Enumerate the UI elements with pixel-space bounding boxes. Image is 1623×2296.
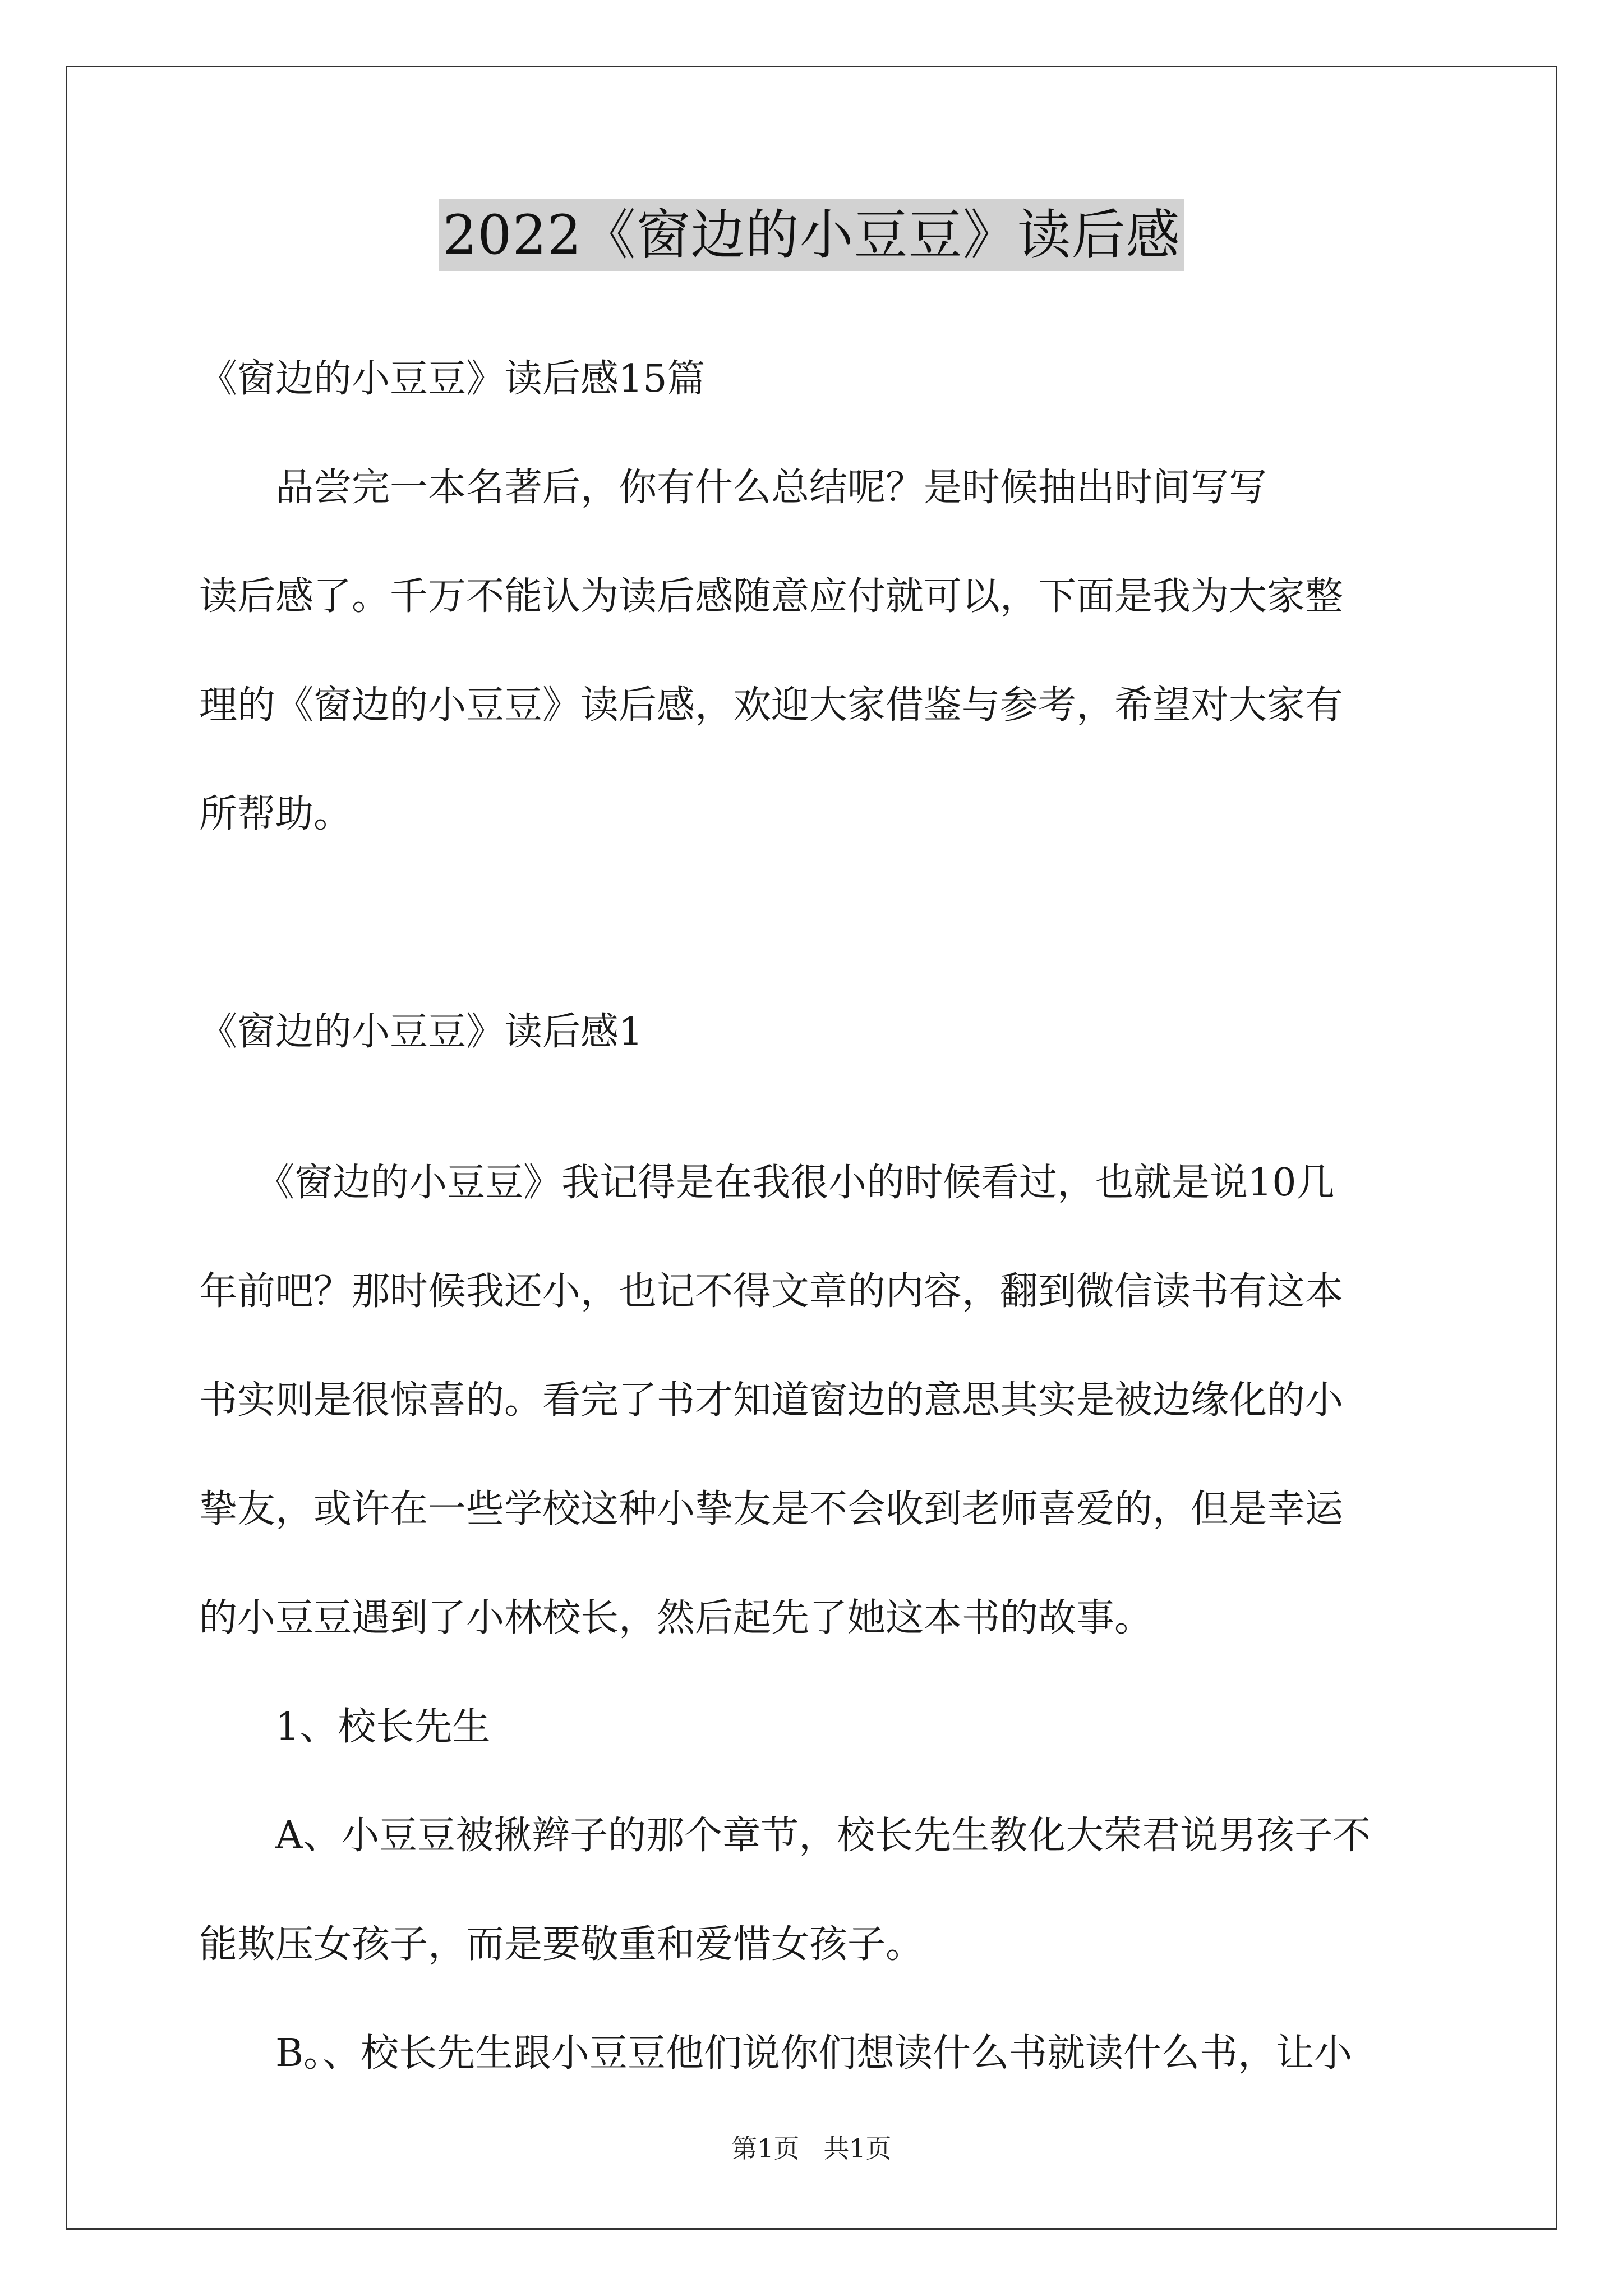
list-heading: 1、校长先生 — [199, 1705, 491, 1749]
intro-line: 理的《窗边的小豆豆》读后感，欢迎大家借鉴与参考，希望对大家有 — [199, 683, 1344, 728]
document-title: 2022《窗边的小豆豆》读后感 — [439, 199, 1183, 271]
document-subtitle: 《窗边的小豆豆》读后感15篇 — [199, 357, 706, 401]
intro-line: 所帮助。 — [199, 792, 352, 836]
intro-line: 读后感了。千万不能认为读后感随意应付就可以，下面是我为大家整 — [199, 574, 1344, 619]
section-heading: 《窗边的小豆豆》读后感1 — [199, 1010, 643, 1054]
body-line: B。、校长先生跟小豆豆他们说你们想读什么书就读什么书，让小 — [199, 2031, 1352, 2076]
body-line: 挚友，或许在一些学校这种小挚友是不会收到老师喜爱的，但是幸运 — [199, 1487, 1344, 1531]
body-line: A、小豆豆被揪辫子的那个章节，校长先生教化大荣君说男孩子不 — [199, 1814, 1371, 1858]
title-container — [0, 199, 1623, 271]
page-footer — [0, 2132, 1623, 2165]
body-line: 书实则是很惊喜的。看完了书才知道窗边的意思其实是被边缘化的小 — [199, 1378, 1344, 1423]
body-line: 的小豆豆遇到了小林校长，然后起先了她这本书的故事。 — [199, 1596, 1153, 1640]
page-number-total: 共1页 — [823, 2133, 892, 2164]
body-line: 《窗边的小豆豆》我记得是在我很小的时候看过，也就是说10几 — [199, 1161, 1335, 1205]
intro-line: 品尝完一本名著后，你有什么总结呢？是时候抽出时间写写 — [199, 466, 1267, 510]
body-line: 能欺压女孩子，而是要敬重和爱惜女孩子。 — [199, 1922, 924, 1967]
body-line: 年前吧？那时候我还小，也记不得文章的内容，翻到微信读书有这本 — [199, 1269, 1344, 1314]
page-number-current: 第1页 — [731, 2133, 800, 2164]
